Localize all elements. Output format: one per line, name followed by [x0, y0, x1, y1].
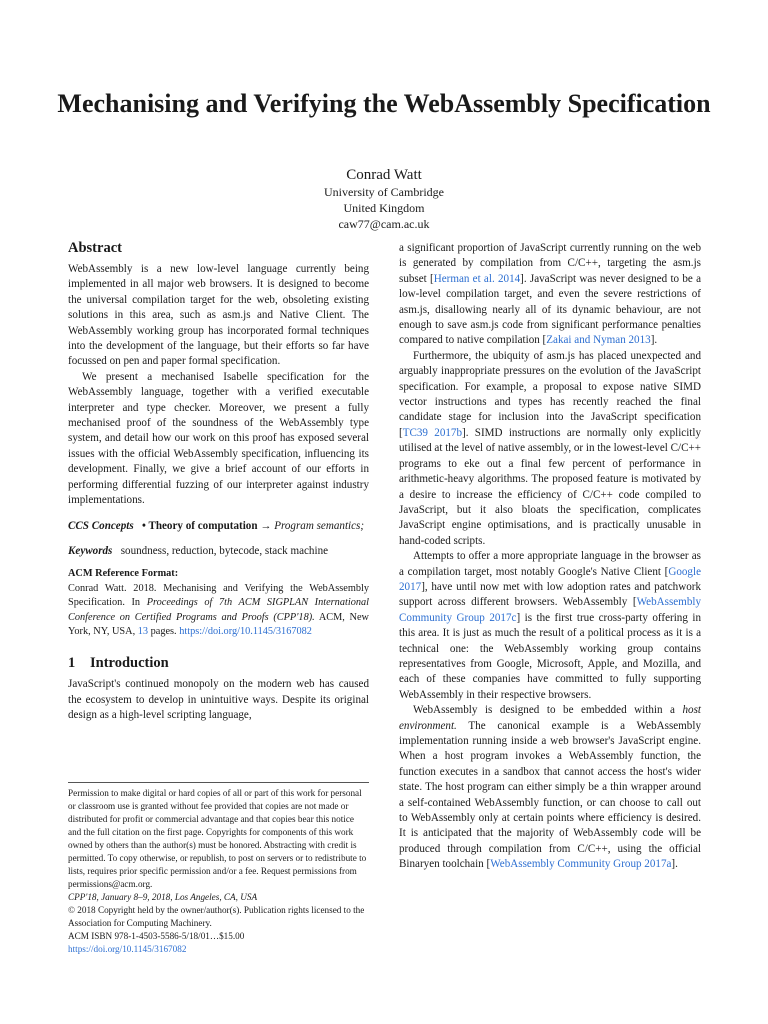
acm-reference-pages-label: pages.: [150, 625, 177, 637]
ccs-text: Program semantics;: [274, 519, 365, 532]
ccs-concepts: [68, 519, 369, 534]
acm-reference-doi-link[interactable]: https://doi.org/10.1145/3167082: [179, 625, 312, 637]
acm-reference-publisher: ACM, New York, NY, USA,: [68, 611, 369, 637]
ccs-bullet: • Theory of computation →: [141, 519, 272, 532]
copyright-footnote: [68, 782, 369, 956]
citation-google-2017[interactable]: Google 2017: [399, 565, 701, 593]
paper-title: Mechanising and Verifying the WebAssembly Specification: [57, 89, 711, 118]
author-affiliation: University of Cambridge: [324, 185, 444, 199]
footnote-isbn: ACM ISBN 978-1-4503-5586-5/18/01…$15.00: [68, 931, 245, 941]
citation-wasm-cg-2017a[interactable]: WebAssembly Community Group 2017a: [490, 858, 672, 871]
acm-reference-proceedings: Proceedings of 7th ACM SIGPLAN International Conference on Certified Programs and Proofs (CPP'18).: [68, 597, 370, 623]
footnote-conference: CPP'18, January 8–9, 2018, Los Angeles, CA, USA: [68, 892, 258, 902]
intro-title: Introduction: [90, 655, 169, 672]
keywords-label: Keywords: [68, 544, 113, 557]
author-name: Conrad Watt: [346, 167, 422, 183]
author-email: caw77@cam.ac.uk: [338, 217, 430, 231]
right-paragraph-2: Furthermore, the ubiquity of asm.js has placed unexpected and arguably inappropriate pressures on the evolution of the JavaScript specification. For example, a proposal to expose native SIMD vector instructions and types has recently reached the final candidate stage for inclusion into the JavaScript specification [TC39 2017b]. SIMD instructions are normally only explicitly utilised at the level of native assembly, or in the lowest-level C/C++ programs to eke out a final few percent of performance in arithmetic-heavy algorithms. The proposed feature is motivated by a desire to increase the efficiency of C/C++ code compiled to JavaScript, but it also bloats the specification, complicates JavaScript engine optimisations, and is practically unusable in hand-coded scripts.: [399, 349, 702, 547]
keywords: [68, 544, 369, 559]
citation-wasm-cg-2017c[interactable]: WebAssembly Community Group 2017c: [399, 596, 701, 624]
footnote-copyright: © 2018 Copyright held by the owner/author(s). Publication rights licensed to the Association for Computing Machinery.: [68, 905, 365, 928]
intro-section-number: 1: [68, 655, 76, 672]
citation-herman-2014[interactable]: Herman et al. 2014: [433, 272, 521, 285]
acm-reference: [68, 567, 369, 639]
abstract-heading: Abstract: [68, 240, 122, 256]
right-paragraph-3: Attempts to offer a more appropriate language in the browser as a compilation target, most notably Google's Native Client [Google 2017], have until now met with low adoption rates and patchwork support across different browsers. WebAssembly [WebAssembly Community Group 2017c] is the first true cross-party offering in this area. It is just as much the result of a political process as it is a technical one: the WebAssembly working group contains representatives from Google, Microsoft, Apple, and Mozilla, and each of these companies have committed to fully supporting WebAssembly in their respective browsers.: [399, 550, 702, 701]
acm-reference-pages[interactable]: 13: [137, 625, 149, 637]
citation-zakai-nyman-2013[interactable]: Zakai and Nyman 2013: [546, 334, 651, 347]
left-column: [68, 238, 369, 724]
ccs-label: CCS Concepts: [68, 519, 134, 532]
right-paragraph-1: a significant proportion of JavaScript currently running on the web is generated by compilation from C/C++, targeting the asm.js subset [Herman et al. 2014]. JavaScript was never designed to be a low-level compilation target, and even the severe restrictions of asm.js, disallowing nearly all of its dynamic behaviour, are not enough to save asm.js code from significant performance penalties compared to native compilation [Zakai and Nyman 2013].: [399, 242, 701, 347]
right-column: [399, 241, 701, 873]
intro-paragraph-1: JavaScript's continued monopoly on the modern web has caused the ecosystem to develop in unintuitive ways. Despite its original design as a high-level scripting language,: [68, 678, 369, 722]
author-country: United Kingdom: [343, 201, 425, 215]
abstract-paragraph-1: WebAssembly is a new low-level language currently being implemented in all major web browsers. It is designed to become the universal compilation target for the web, obsoleting existing solutions in this area, such as asm.js and Native Client. The WebAssembly working group has incorporated formal techniques into the development of the language, but their efforts so far have focussed on pen and paper formal specification.: [68, 263, 369, 368]
keywords-text: soundness, reduction, bytecode, stack machine: [120, 544, 329, 557]
acm-reference-label: ACM Reference Format:: [68, 568, 179, 580]
acm-reference-lead: Conrad Watt. 2018. Mechanising and Verifying the WebAssembly Specification. In: [68, 582, 369, 609]
abstract-paragraph-2: We present a mechanised Isabelle specification for the WebAssembly language, together with a verified executable interpreter and type checker. Moreover, we present a fully mechanised proof of the soundness of the WebAssembly type system, and detail how our work on this proof has exposed several issues with the official WebAssembly specification, influencing its development. Finally, we give a brief account of our efforts in performing differential fuzzing of our interpreter against industry implementations.: [68, 370, 369, 507]
right-paragraph-4: WebAssembly is designed to be embedded within a host environment. The canonical example is a WebAssembly implementation running inside a web browser's JavaScript engine. When a host program invokes a WebAssembly function, the function executes in a sandbox that cannot access the host's wider state. The host program can either simply be a thin wrapper around a self-contained WebAssembly function, or can choose to call out to WebAssembly only at certain points where efficiency is desired. It is anticipated that the majority of WebAssembly code will be produced through compilation from C/C++, using the official Binaryen toolchain [WebAssembly Community Group 2017a].: [399, 704, 701, 871]
footnote-doi-link[interactable]: https://doi.org/10.1145/3167082: [68, 944, 187, 954]
footnote-permission: Permission to make digital or hard copies of all or part of this work for personal or classroom use is granted without fee provided that copies are not made or distributed for profit or commercial advantage and that copies bear this notice and the full citation on the first page. Copyrights for components of this work owned by others than the author(s) must be honored. Abstracting with credit is permitted. To copy otherwise, or republish, to post on servers or to redistribute to lists, requires prior specific permission and/or a fee. Request permissions from permissions@acm.org.: [68, 788, 367, 889]
citation-tc39-2017b[interactable]: TC39 2017b: [402, 426, 463, 439]
intro-heading: [68, 653, 369, 673]
